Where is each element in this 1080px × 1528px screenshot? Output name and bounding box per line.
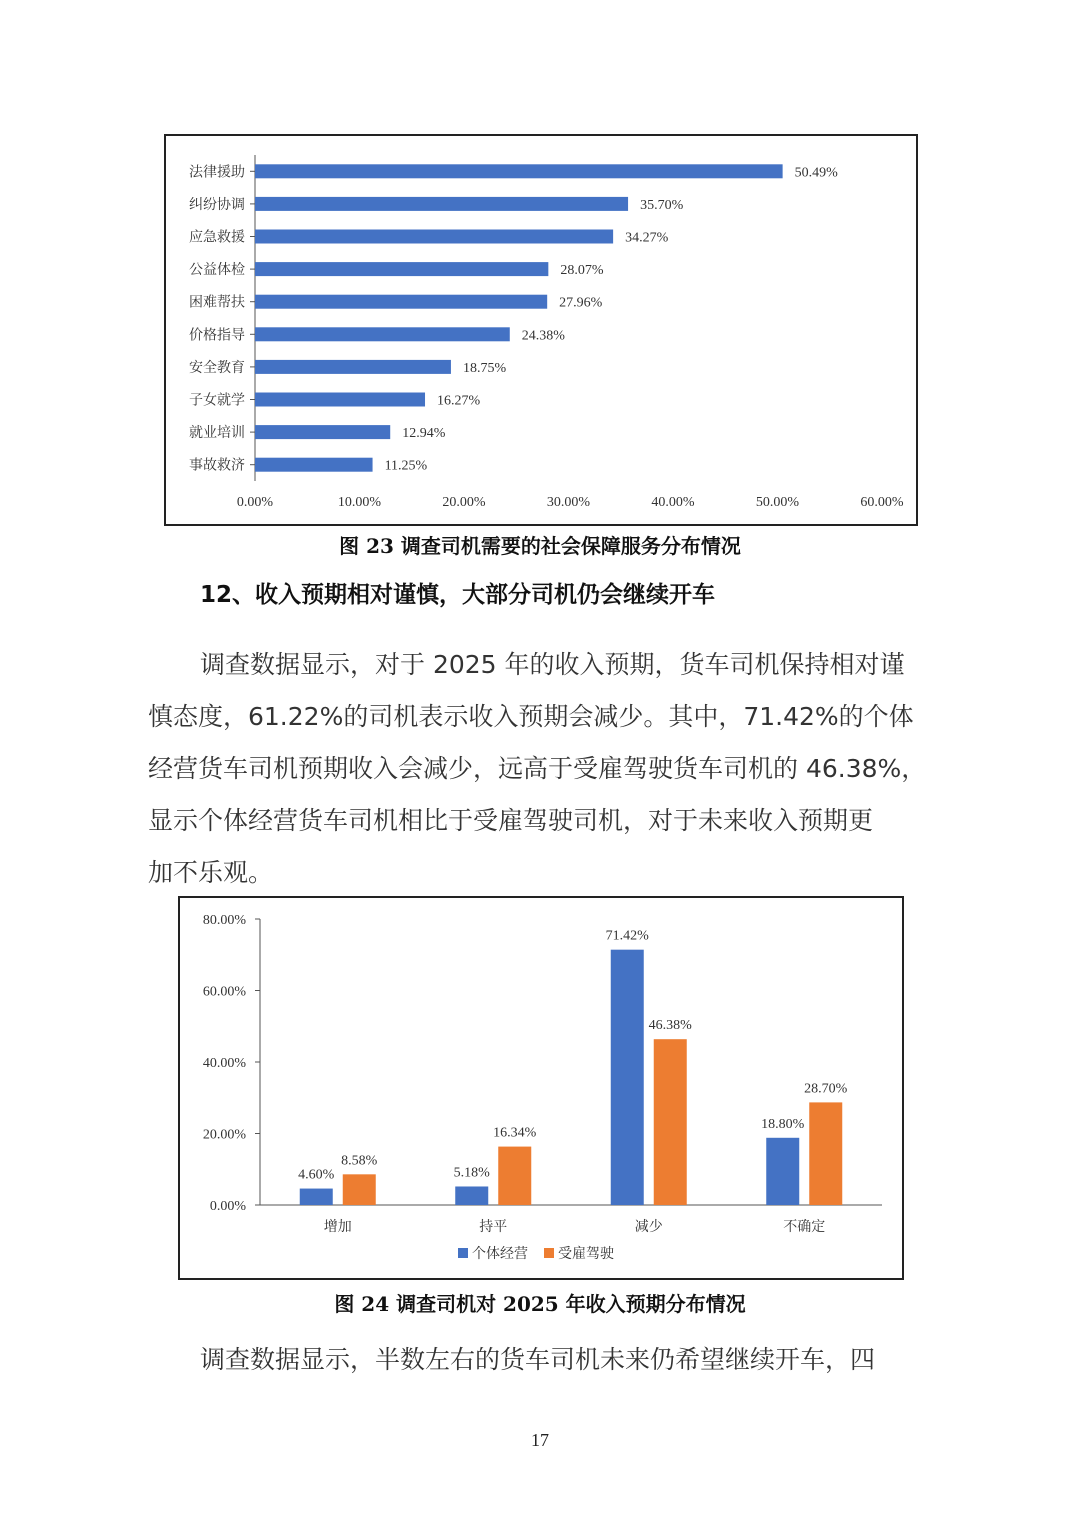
paragraph-1-line-2: 慎态度，61.22%的司机表示收入预期会减少。其中，71.42%的个体 [148,702,914,731]
service-demand-bar-chart [166,136,916,524]
bar [255,327,510,341]
legend-swatch [458,1248,468,1258]
bar [498,1147,531,1205]
data-label: 46.38% [648,1018,692,1034]
data-label: 16.34% [493,1125,537,1141]
category-label: 纠纷协调 [189,196,245,213]
figure-24-caption: 图 24 调查司机对 2025 年收入预期分布情况 [334,1292,746,1316]
bar [654,1039,687,1205]
service-demand-chart [164,134,918,526]
y-tick-label: 80.00% [202,913,246,928]
x-category-label: 减少 [634,1219,663,1235]
page-number: 17 [531,1430,549,1450]
figure-23-caption: 图 23 调查司机需要的社会保障服务分布情况 [339,534,741,558]
y-tick-label: 0.00% [209,1199,246,1214]
category-label: 困难帮扶 [189,294,245,311]
category-label: 安全教育 [189,359,245,376]
data-label: 34.27% [625,230,669,246]
x-tick-label: 60.00% [860,495,904,510]
data-label: 8.58% [341,1153,378,1169]
bar [255,295,547,309]
bar [809,1102,842,1205]
bar [255,393,425,407]
data-label: 12.94% [402,426,446,442]
x-tick-label: 30.00% [546,495,591,510]
data-label: 28.07% [560,263,604,279]
bar [255,425,390,439]
legend-label: 受雇驾驶 [558,1246,614,1262]
bar [255,262,548,276]
x-tick-label: 20.00% [442,495,486,510]
paragraph-2: 调查数据显示，半数左右的货车司机未来仍希望继续开车，四 [200,1345,876,1374]
paragraph-1-line-1: 调查数据显示，对于 2025 年的收入预期，货车司机保持相对谨 [200,650,905,679]
x-category-label: 持平 [479,1219,508,1235]
bar [255,230,613,244]
x-tick-label: 50.00% [755,495,800,510]
x-category-label: 增加 [323,1219,352,1235]
bar [455,1186,488,1205]
bar [343,1174,376,1205]
x-tick-label: 0.00% [236,495,274,510]
bar [255,164,783,178]
y-tick-label: 60.00% [202,984,246,1000]
paragraph-1-line-4: 显示个体经营货车司机相比于受雇驾驶司机，对于未来收入预期更 [148,806,874,835]
data-label: 11.25% [384,458,428,474]
category-label: 价格指导 [189,327,245,344]
data-label: 35.70% [640,197,684,213]
bar [255,360,451,374]
x-tick-label: 10.00% [337,495,382,510]
x-category-label: 不确定 [783,1219,826,1235]
bar [255,197,628,211]
data-label: 5.18% [453,1165,490,1181]
data-label: 27.96% [559,295,603,311]
section-heading: 12、收入预期相对谨慎，大部分司机仍会继续开车 [200,582,716,608]
category-label: 法律援助 [189,164,245,181]
data-label: 50.49% [794,165,838,181]
category-label: 应急救援 [189,229,245,246]
paragraph-1-line-5: 加不乐观。 [148,858,274,887]
category-label: 事故救济 [189,457,245,474]
data-label: 18.75% [462,360,507,376]
data-label: 4.60% [298,1167,335,1183]
bar [766,1138,799,1205]
bar [255,458,373,472]
income-expectation-chart [178,896,904,1280]
y-tick-label: 40.00% [202,1056,246,1071]
x-tick-label: 40.00% [651,495,695,510]
category-label: 子女就学 [189,392,245,409]
data-label: 28.70% [804,1081,848,1097]
income-expectation-bar-chart [180,898,902,1278]
legend-label: 个体经营 [472,1246,528,1262]
data-label: 18.80% [761,1116,805,1132]
category-label: 就业培训 [189,425,245,442]
legend-swatch [544,1248,554,1258]
bar [300,1189,333,1205]
paragraph-1-line-3: 经营货车司机预期收入会减少，远高于受雇驾驶货车司机的 46.38%， [148,754,927,783]
category-label: 公益体检 [189,262,245,279]
data-label: 24.38% [521,328,565,344]
bar [611,950,644,1205]
data-label: 71.42% [605,928,649,944]
y-tick-label: 20.00% [202,1127,246,1143]
data-label: 16.27% [437,393,481,409]
